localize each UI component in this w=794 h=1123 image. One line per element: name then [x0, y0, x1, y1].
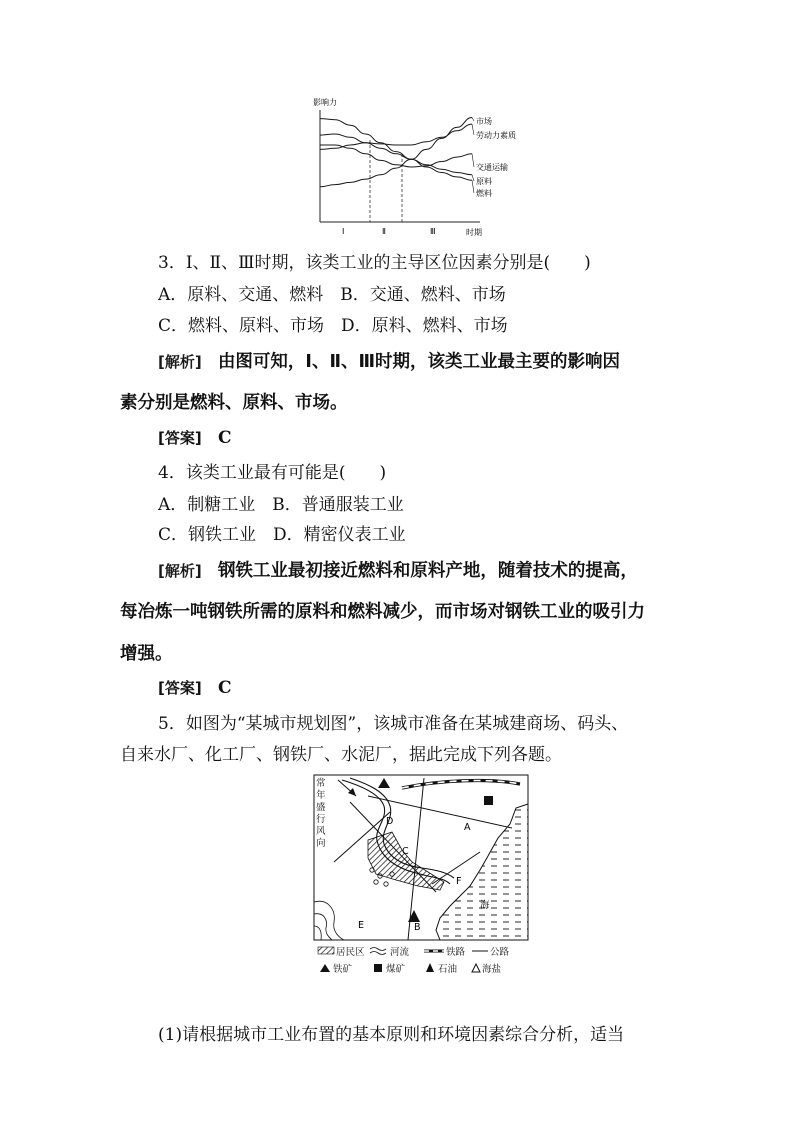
wind-label: 常 年 盛 行 风 向	[316, 778, 326, 849]
answer-value: C	[217, 428, 232, 448]
q3-stem: 3．Ⅰ、Ⅱ、Ⅲ时期，该类工业的主导区位因素分别是( )	[158, 253, 591, 273]
analysis-text: 由图可知，Ⅰ、Ⅱ、Ⅲ时期，该类工业最主要的影响因	[217, 352, 621, 372]
legend-label-1: 市场	[476, 117, 492, 126]
map-label-e: E	[358, 920, 365, 931]
q4-analysis-line1	[158, 557, 638, 582]
q4-stem: 4．该类工业最有可能是( )	[158, 463, 387, 483]
legend-leader-2	[472, 124, 474, 135]
answer-tag: [答案]	[158, 429, 202, 447]
analysis-tag: [解析]	[158, 562, 202, 580]
period-label-2: Ⅱ	[382, 227, 386, 236]
map-label-b: B	[414, 922, 421, 933]
city-planning-map	[310, 772, 532, 980]
map-legend	[318, 946, 510, 975]
legend-river-label: 河流	[390, 947, 410, 958]
q4-analysis-line3: 增强。	[120, 644, 173, 664]
legend-coal-label: 煤矿	[386, 964, 406, 975]
q3-analysis-line2: 素分别是燃料、原料、市场。	[120, 393, 348, 413]
answer-tag: [答案]	[158, 679, 202, 697]
map-label-d: D	[386, 816, 394, 827]
legend-iron-icon	[320, 964, 330, 972]
analysis-text: 钢铁工业最初接近燃料和原料产地，随着技术的提高，	[217, 561, 638, 581]
legend-salt-label: 海盐	[482, 964, 502, 975]
chart-xlabel: 时期	[466, 228, 482, 237]
legend-leader-3	[472, 154, 474, 167]
coal-mine-icon	[484, 796, 493, 805]
series-line-1	[320, 118, 472, 187]
series-line-2	[320, 124, 472, 149]
period-label-1: Ⅰ	[342, 227, 345, 236]
analysis-tag: [解析]	[158, 353, 202, 371]
legend-leader-5	[472, 180, 474, 193]
legend-leader-1	[472, 118, 474, 122]
legend-label-2: 劳动力素质	[476, 131, 516, 140]
series-line-3	[320, 145, 472, 167]
legend-iron-label: 铁矿	[333, 964, 353, 975]
map-label-a: A	[464, 822, 471, 833]
answer-value: C	[217, 678, 232, 698]
legend-label-3: 交通运输	[476, 163, 508, 172]
period-label-3: Ⅲ	[430, 227, 436, 236]
legend-river-swatch	[370, 948, 386, 955]
q5-stem-line2: 自来水厂、化工厂、钢铁厂、水泥厂，据此完成下列各题。	[120, 745, 562, 765]
legend-label-5: 燃料	[476, 189, 492, 198]
legend-coal-icon	[374, 964, 382, 972]
q4-options-ab: A．制糖工业 B．普通服装工业	[158, 495, 404, 515]
q5-stem-line1: 5．如图为“某城市规划图”，该城市准备在某城建商场、码头、	[158, 714, 629, 734]
q4-analysis-line2: 每冶炼一吨钢铁所需的原料和燃料减少，而市场对钢铁工业的吸引力	[120, 602, 645, 622]
legend-label-4: 原料	[476, 177, 492, 186]
legend-leader-4	[472, 175, 474, 181]
legend-oil-label: 石油	[438, 964, 458, 975]
q4-answer	[158, 677, 231, 698]
legend-railway-label: 铁路	[446, 947, 466, 958]
chart-ylabel: 影响力	[313, 98, 337, 107]
q3-answer	[158, 427, 231, 448]
q3-options-cd: C．燃料、原料、市场 D．原料、燃料、市场	[158, 316, 508, 336]
legend-salt-icon	[472, 964, 480, 972]
legend-road-label: 公路	[490, 947, 510, 958]
q4-options-cd: C．钢铁工业 D．精密仪表工业	[158, 525, 406, 545]
legend-residential-swatch	[318, 947, 334, 954]
map-label-sea: 海	[480, 900, 490, 911]
map-label-f: F	[456, 876, 462, 887]
q3-analysis-line1	[158, 348, 620, 373]
q3-options-ab: A．原料、交通、燃料 B．交通、燃料、市场	[158, 285, 506, 305]
map-label-c: C	[402, 846, 409, 857]
legend-oil-icon	[426, 963, 434, 972]
influence-chart	[300, 92, 540, 242]
legend-residential-label: 居民区	[336, 947, 365, 958]
q5-sub1: (1)请根据城市工业布置的基本原则和环境因素综合分析，适当	[158, 1025, 625, 1045]
